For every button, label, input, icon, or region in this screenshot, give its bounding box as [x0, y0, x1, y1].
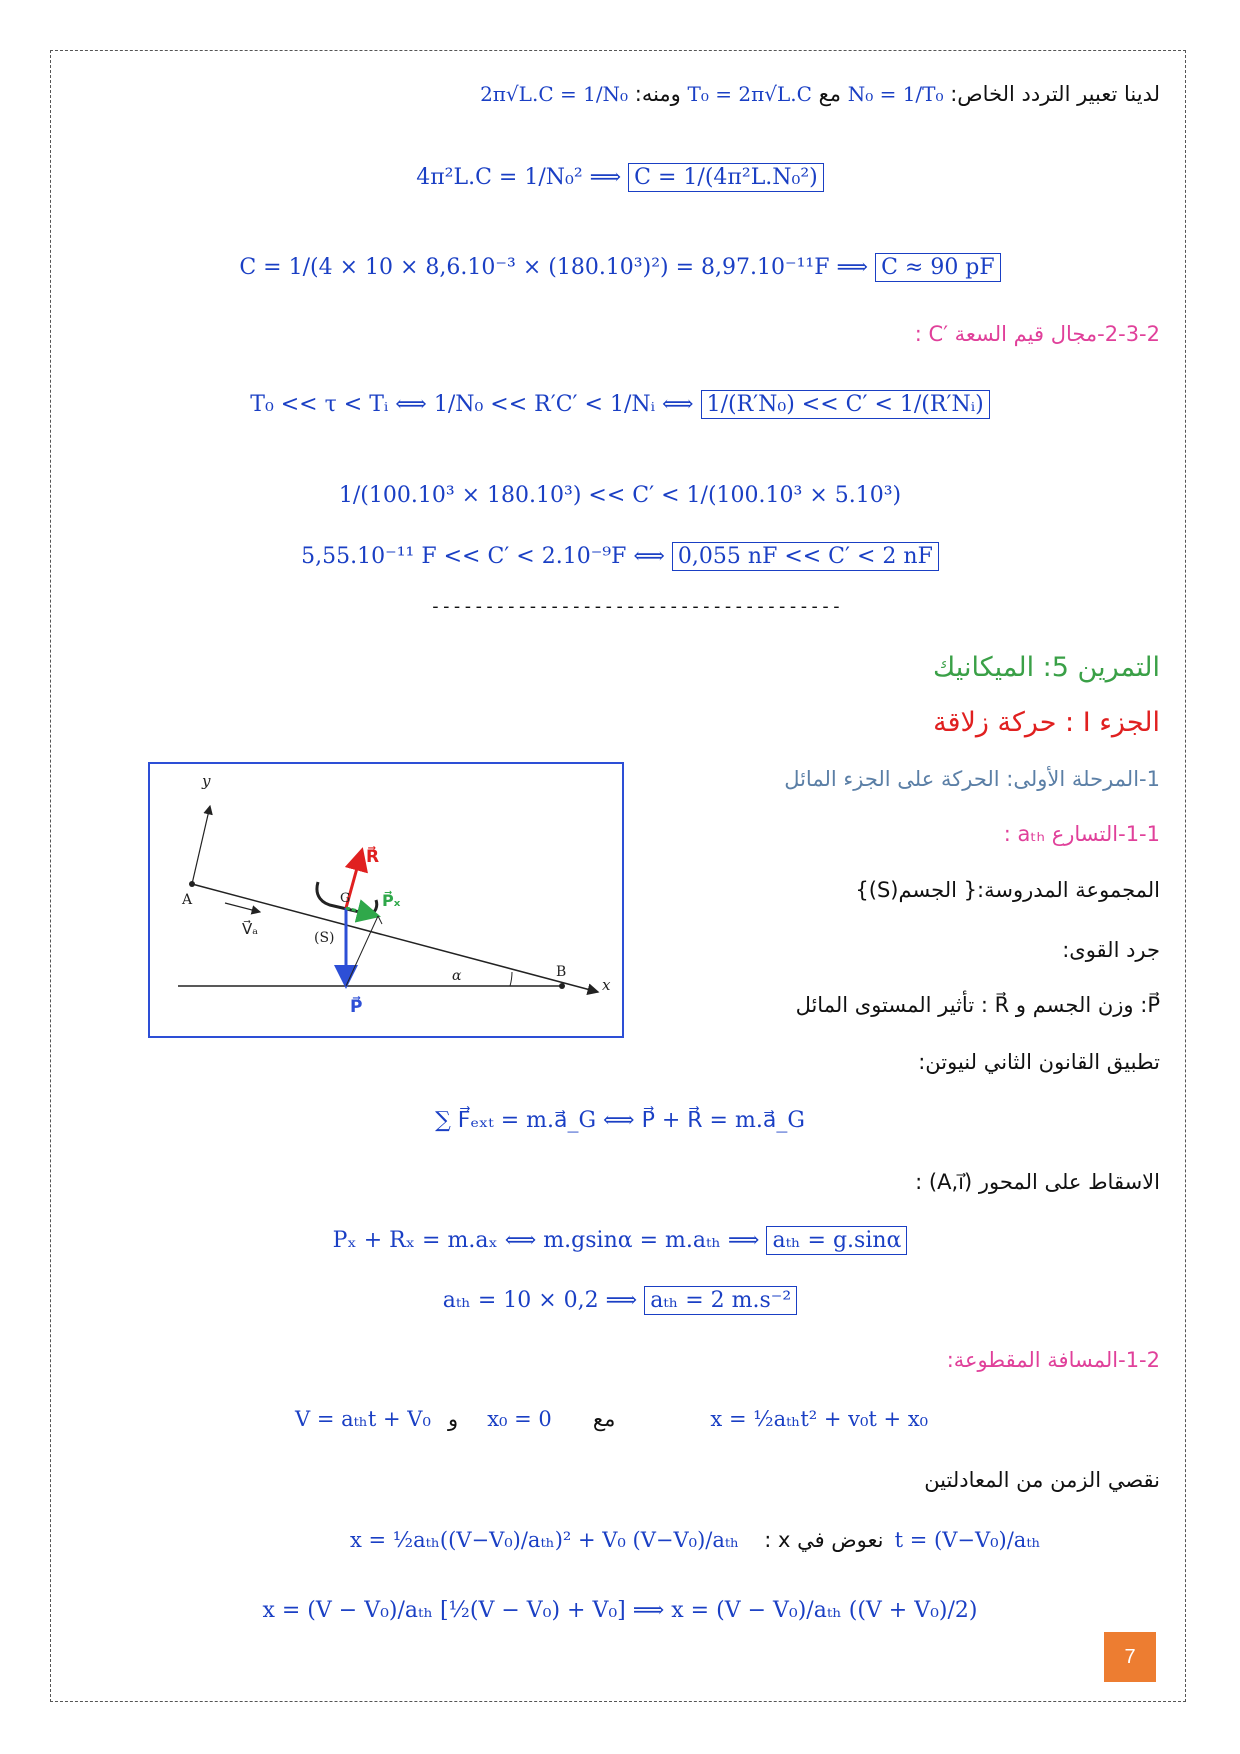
label-a: A [182, 892, 193, 908]
acceleration-heading: 1-1-التسارع aₜₕ : [1003, 822, 1160, 846]
label-alpha: α [452, 968, 462, 984]
inclined-plane-diagram [150, 764, 622, 1036]
equation-projection: Pₓ + Rₓ = m.aₓ ⟺ m.gsinα = m.aₜₕ ⟹ aₜₕ = g.sinα [0, 1228, 1240, 1253]
line-own-frequency: لدينا تعبير التردد الخاص: N₀ = 1/T₀ مع T₀ = 2π√L.C ومنه: 2π√L.C = 1/N₀ [480, 82, 1160, 106]
forces-inventory-title: جرد القوى: [1062, 938, 1160, 962]
studied-system: المجموعة المدروسة:{ الجسم(S)} [855, 878, 1160, 902]
eliminate-time: نقصي الزمن من المعادلتين [924, 1468, 1160, 1492]
page-number: 7 [1104, 1632, 1156, 1682]
kinematics-line: V = aₜₕt + V₀ و x₀ = 0 مع x = ½aₜₕt² + v₀t + x₀ [295, 1407, 929, 1431]
point-a [189, 881, 195, 887]
label-va: V⃗ₐ [242, 920, 259, 938]
label-p: P⃗ [350, 997, 363, 1017]
label-b: B [556, 964, 567, 980]
angle-arc [510, 972, 512, 986]
label-s: (S) [314, 930, 335, 946]
equation-time-constant: T₀ << τ < Tᵢ ⟺ 1/N₀ << R′C′ < 1/Nᵢ ⟺ 1/(R′N₀) << C′ < 1/(R′Nᵢ) [0, 392, 1240, 417]
inclined-plane-figure [148, 762, 624, 1038]
equation-range-result: 5,55.10⁻¹¹ F << C′ < 2.10⁻⁹F ⟺ 0,055 nF << C′ < 2 nF [0, 544, 1240, 569]
equation-newton: ∑ F⃗ₑₓₜ = m.a⃗_G ⟺ P⃗ + R⃗ = m.a⃗_G [435, 1108, 805, 1133]
separator-line: -------------------------------------- [430, 596, 842, 617]
equation-final-distance: x = (V − V₀)/aₜₕ [½(V − V₀) + V₀] ⟹ x = (V − V₀)/aₜₕ ((V + V₀)/2) [262, 1598, 978, 1623]
point-b [559, 983, 565, 989]
newton-law-heading: تطبيق القانون الثاني لنيوتن: [918, 1050, 1160, 1074]
label-px: P⃗ₓ [382, 891, 401, 910]
projection-tick [378, 916, 382, 924]
equation-numeric-acceleration: aₜₕ = 10 × 0,2 ⟹ aₜₕ = 2 m.s⁻² [0, 1288, 1240, 1313]
axis-y [192, 806, 210, 884]
stage-heading: 1-المرحلة الأولى: الحركة على الجزء المائل [784, 767, 1160, 791]
label-y: y [202, 772, 211, 790]
projection-heading: الاسقاط على المحور (A,i⃗) : [915, 1170, 1160, 1194]
heading-capacitance-range: 2-3-2-مجال قيم السعة ′C : [914, 322, 1160, 346]
equation-numeric-range: 1/(100.10³ × 180.10³) << C′ < 1/(100.10³ × 5.10³) [338, 483, 902, 508]
forces-description: P⃗: وزن الجسم و R⃗ : تأثير المستوى المائل [795, 993, 1160, 1017]
label-x: x [602, 976, 611, 994]
distance-heading: 1-2-المسافة المقطوعة: [946, 1348, 1160, 1372]
equation-4pi2lc: 4π²L.C = 1/N₀² ⟹ C = 1/(4π²L.N₀²) [0, 165, 1240, 190]
exercise-title: التمرين 5: الميكانيك [933, 652, 1160, 683]
label-g: G [340, 891, 351, 906]
part-title: الجزء I : حركة زلاقة [933, 707, 1160, 738]
equation-c-value: C = 1/(4 × 10 × 8,6.10⁻³ × (180.10³)²) = 8,97.10⁻¹¹F ⟹ C ≈ 90 pF [0, 255, 1240, 280]
velocity-arrow [225, 903, 260, 912]
substitution-line: x = ½aₜₕ((V−V₀)/aₜₕ)² + V₀ (V−V₀)/aₜₕ : x نعوض في t = (V−V₀)/aₜₕ [350, 1528, 1041, 1552]
label-r: R⃗ [366, 847, 380, 867]
